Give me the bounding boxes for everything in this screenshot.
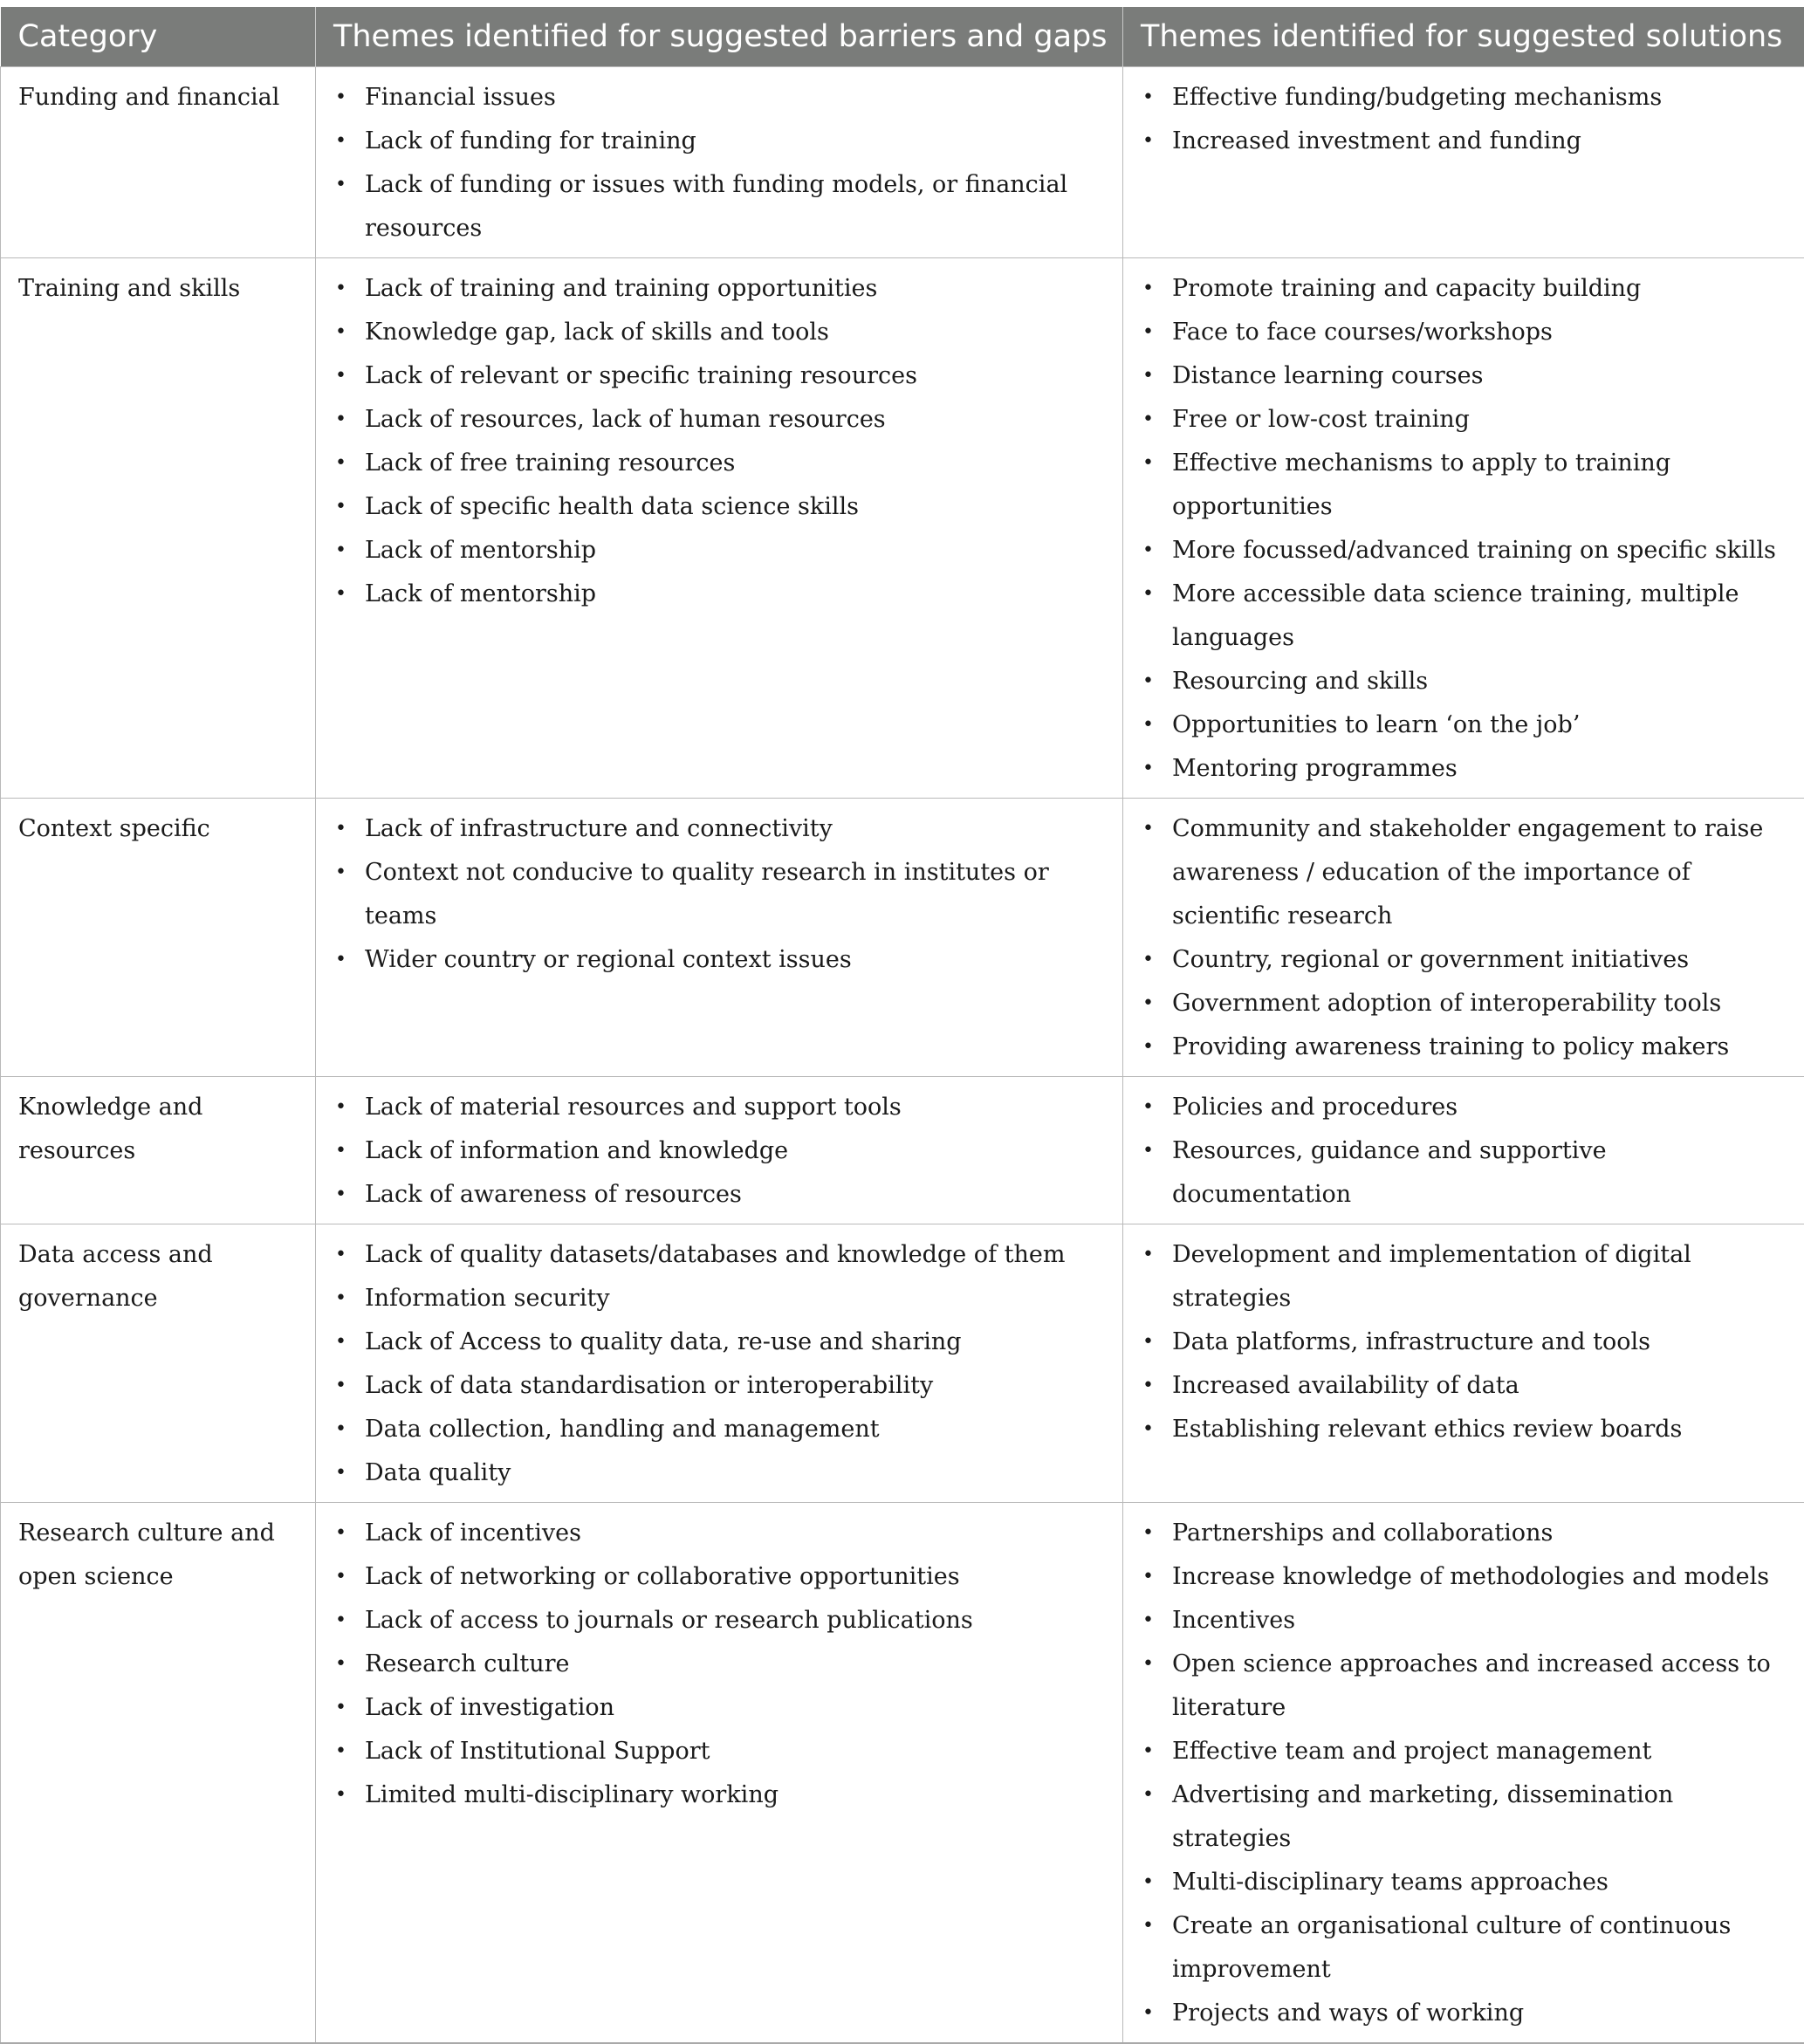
category-cell: Data access and governance [1,1224,316,1503]
header-barriers: Themes identified for suggested barriers and gaps [316,7,1123,67]
list-item: • Country, regional or government initiatives [1141,938,1787,982]
list-item: • Government adoption of interoperability tools [1141,982,1787,1025]
solutions-cell [1123,1503,1804,2044]
list-item: • Lack of mentorship [333,529,1105,573]
list-item: • Advertising and marketing, dissemination strategies [1141,1773,1787,1861]
list-item: • Lack of funding or issues with funding models, or financial resources [333,163,1105,250]
table-row [1,67,1804,258]
list-item: • More focussed/advanced training on specific skills [1141,529,1787,573]
list-item: • Effective funding/budgeting mechanisms [1141,76,1787,120]
list-item: • Information security [333,1277,1105,1320]
list-item: • Incentives [1141,1599,1787,1643]
list-item: • Knowledge gap, lack of skills and tools [333,311,1105,354]
list-item: • Development and implementation of digital strategies [1141,1233,1787,1320]
list-item: • Increase knowledge of methodologies and models [1141,1555,1787,1599]
list-item: • Lack of mentorship [333,573,1105,616]
barriers-list [333,1086,1105,1217]
list-item: • Lack of funding for training [333,120,1105,163]
list-item: • Free or low-cost training [1141,398,1787,442]
solutions-cell [1123,1077,1804,1224]
solutions-cell [1123,67,1804,258]
themes-table-container [0,7,1804,2044]
table-row [1,799,1804,1077]
barriers-list [333,267,1105,616]
barriers-cell [316,1503,1123,2044]
table-row [1,1224,1804,1503]
category-cell: Research culture and open science [1,1503,316,2044]
solutions-list [1141,76,1787,163]
list-item: • Partnerships and collaborations [1141,1512,1787,1555]
list-item: • Limited multi-disciplinary working [333,1773,1105,1817]
list-item: • Lack of material resources and support tools [333,1086,1105,1129]
list-item: • Lack of information and knowledge [333,1129,1105,1173]
solutions-cell [1123,258,1804,799]
list-item: • Lack of data standardisation or interoperability [333,1364,1105,1408]
list-item: • Face to face courses/workshops [1141,311,1787,354]
list-item: • Context not conducive to quality research in institutes or teams [333,851,1105,938]
list-item: • Policies and procedures [1141,1086,1787,1129]
list-item: • Multi-disciplinary teams approaches [1141,1861,1787,1904]
barriers-cell [316,799,1123,1077]
category-cell: Knowledge and resources [1,1077,316,1224]
solutions-list [1141,807,1787,1069]
list-item: • Data quality [333,1451,1105,1495]
list-item: • Providing awareness training to policy makers [1141,1025,1787,1069]
list-item: • Lack of quality datasets/databases and knowledge of them [333,1233,1105,1277]
list-item: • Lack of relevant or specific training resources [333,354,1105,398]
header-row [1,7,1804,67]
list-item: • Open science approaches and increased access to literature [1141,1643,1787,1730]
list-item: • Lack of incentives [333,1512,1105,1555]
list-item: • Opportunities to learn ‘on the job’ [1141,703,1787,747]
category-cell: Training and skills [1,258,316,799]
list-item: • Increased availability of data [1141,1364,1787,1408]
barriers-list [333,76,1105,250]
list-item: • Community and stakeholder engagement to raise awareness / education of the importance of scientific research [1141,807,1787,938]
list-item: • Data platforms, infrastructure and tools [1141,1320,1787,1364]
barriers-list [333,1512,1105,1817]
list-item: • Resourcing and skills [1141,660,1787,703]
list-item: • Resources, guidance and supportive documentation [1141,1129,1787,1217]
list-item: • Increased investment and funding [1141,120,1787,163]
list-item: • Lack of free training resources [333,442,1105,485]
list-item: • Projects and ways of working [1141,1992,1787,2035]
list-item: • Lack of networking or collaborative opportunities [333,1555,1105,1599]
list-item: • Financial issues [333,76,1105,120]
solutions-list [1141,1512,1787,2035]
list-item: • Wider country or regional context issues [333,938,1105,982]
table-body [1,67,1804,2044]
list-item: • More accessible data science training, multiple languages [1141,573,1787,660]
solutions-list [1141,267,1787,791]
solutions-cell [1123,799,1804,1077]
list-item: • Lack of Access to quality data, re-use and sharing [333,1320,1105,1364]
list-item: • Lack of resources, lack of human resources [333,398,1105,442]
list-item: • Effective team and project management [1141,1730,1787,1773]
barriers-cell [316,1224,1123,1503]
list-item: • Data collection, handling and management [333,1408,1105,1451]
table-row [1,258,1804,799]
list-item: • Lack of awareness of resources [333,1173,1105,1217]
list-item: • Distance learning courses [1141,354,1787,398]
table-row [1,1503,1804,2044]
list-item: • Lack of specific health data science skills [333,485,1105,529]
list-item: • Lack of investigation [333,1686,1105,1730]
barriers-list [333,807,1105,982]
list-item: • Research culture [333,1643,1105,1686]
list-item: • Create an organisational culture of continuous improvement [1141,1904,1787,1992]
solutions-list [1141,1086,1787,1217]
barriers-cell [316,1077,1123,1224]
list-item: • Effective mechanisms to apply to training opportunities [1141,442,1787,529]
category-cell: Funding and financial [1,67,316,258]
list-item: • Lack of training and training opportunities [333,267,1105,311]
table-header [1,7,1804,67]
barriers-list [333,1233,1105,1495]
list-item: • Establishing relevant ethics review boards [1141,1408,1787,1451]
list-item: • Mentoring programmes [1141,747,1787,791]
solutions-list [1141,1233,1787,1451]
header-category: Category [1,7,316,67]
barriers-cell [316,258,1123,799]
barriers-cell [316,67,1123,258]
list-item: • Lack of Institutional Support [333,1730,1105,1773]
list-item: • Lack of infrastructure and connectivity [333,807,1105,851]
table-row [1,1077,1804,1224]
header-solutions: Themes identified for suggested solutions [1123,7,1804,67]
themes-table [0,7,1804,2044]
list-item: • Promote training and capacity building [1141,267,1787,311]
solutions-cell [1123,1224,1804,1503]
category-cell: Context specific [1,799,316,1077]
list-item: • Lack of access to journals or research publications [333,1599,1105,1643]
